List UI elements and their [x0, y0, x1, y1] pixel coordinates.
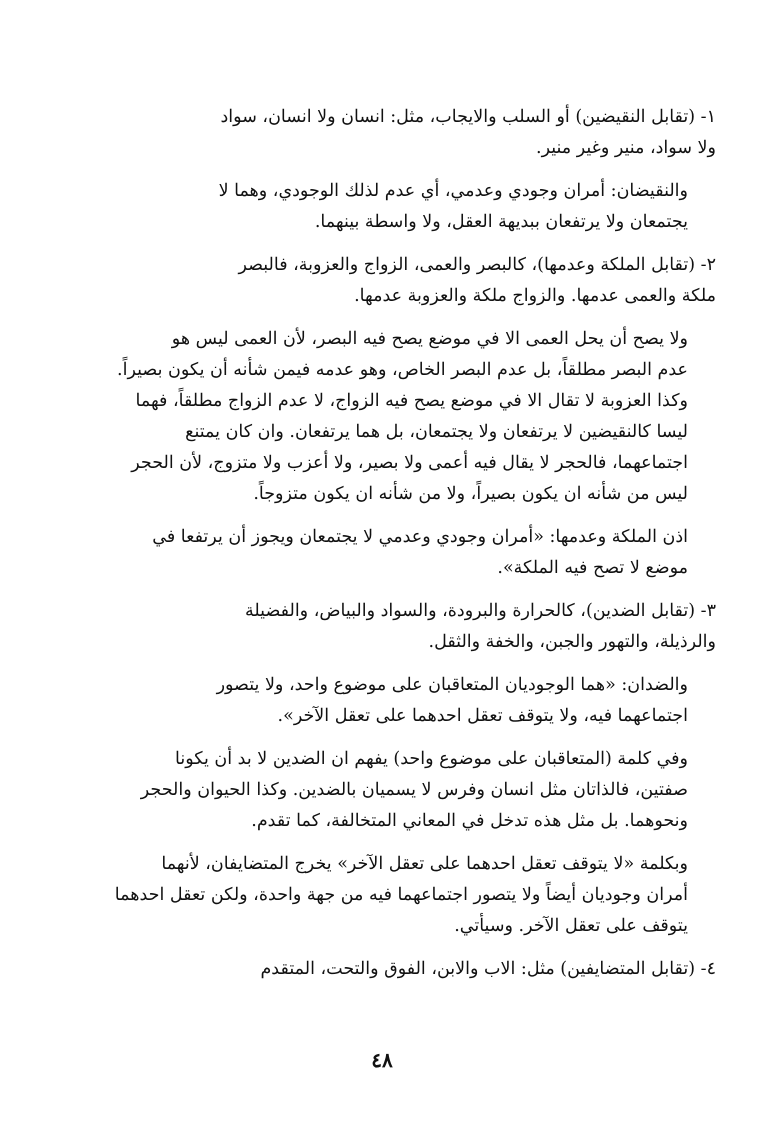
text-line: اذن الملكة وعدمها: «أمران وجودي وعدمي لا يجتمعان ويجوز أن يرتفعا في	[152, 527, 688, 547]
paragraph-habit-privation-explanation	[60, 324, 716, 510]
text-line: والنقيضان: أمران وجودي وعدمي، أي عدم لذلك الوجودي، وهما لا	[218, 181, 688, 201]
paragraph-habit-privation-definition	[60, 522, 716, 584]
body-text	[60, 102, 716, 997]
text-line: والضدان: «هما الوجوديان المتعاقبان على موضوع واحد، ولا يتصور	[216, 675, 688, 695]
text-line: ملكة والعمى عدمها. والزواج ملكة والعزوبة عدمها.	[354, 286, 716, 306]
text-line: اجتماعهما فيه، ولا يتوقف تعقل احدهما على تعقل الآخر».	[277, 706, 688, 726]
text-line: ٢- (تقابل الملكة وعدمها)، كالبصر والعمى، الزواج والعزوبة، فالبصر	[238, 255, 716, 275]
paragraph-contradictories	[60, 102, 716, 164]
text-line: ليسا كالنقيضين لا يرتفعان ولا يجتمعان، بل هما يرتفعان. وان كان يمتنع	[185, 422, 688, 442]
text-line: أمران وجوديان أيضاً ولا يتصور اجتماعهما فيه من جهة واحدة، ولكن تعقل احدهما	[114, 885, 688, 905]
text-line: اجتماعهما، فالحجر لا يقال فيه أعمى ولا بصير، ولا أعزب ولا متزوج، لأن الحجر	[131, 453, 688, 473]
paragraph-correlatives-exclusion	[60, 849, 716, 942]
text-line: والرذيلة، والتهور والجبن، والخفة والثقل.	[428, 632, 716, 652]
text-line: يتوقف على تعقل الآخر. وسيأتي.	[454, 916, 688, 936]
text-line: وبكلمة «لا يتوقف تعقل احدهما على تعقل الآخر» يخرج المتضايفان، لأنهما	[161, 854, 688, 874]
text-line: ليس من شأنه ان يكون بصيراً، ولا من شأنه ان يكون متزوجاً.	[253, 484, 688, 504]
text-line: موضع لا تصح فيه الملكة».	[497, 558, 688, 578]
paragraph-correlatives	[60, 954, 716, 985]
paragraph-habit-privation	[60, 250, 716, 312]
paragraph-contraries-definition	[60, 670, 716, 732]
text-line: عدم البصر مطلقاً، بل عدم البصر الخاص، وهو عدمه فيمن شأنه أن يكون بصيراً.	[117, 360, 688, 380]
text-line: صفتين، فالذاتان مثل انسان وفرس لا يسميان بالضدين. وكذا الحيوان والحجر	[140, 780, 688, 800]
page-number: ٤٨	[371, 1048, 393, 1072]
text-line: ولا سواد، منير وغير منير.	[536, 138, 716, 158]
text-line: ١- (تقابل النقيضين) أو السلب والايجاب، مثل: انسان ولا انسان، سواد	[220, 107, 716, 127]
text-line: ٣- (تقابل الضدين)، كالحرارة والبرودة، والسواد والبياض، والفضيلة	[245, 601, 716, 621]
paragraph-contradictories-definition	[60, 176, 716, 238]
text-line: وفي كلمة (المتعاقبان على موضوع واحد) يفهم ان الضدين لا بد أن يكونا	[175, 749, 688, 769]
paragraph-contraries-explanation	[60, 744, 716, 837]
text-line: ولا يصح أن يحل العمى الا في موضع يصح فيه البصر، لأن العمى ليس هو	[171, 329, 688, 349]
text-line: وكذا العزوبة لا تقال الا في موضع يصح فيه الزواج، لا عدم الزواج مطلقاً، فهما	[135, 391, 688, 411]
text-line: ٤- (تقابل المتضايفين) مثل: الاب والابن، الفوق والتحت، المتقدم	[260, 959, 716, 979]
text-line: يجتمعان ولا يرتفعان ببديهة العقل، ولا واسطة بينهما.	[314, 212, 688, 232]
text-line: ونحوهما. بل مثل هذه تدخل في المعاني المتخالفة، كما تقدم.	[251, 811, 688, 831]
paragraph-contraries	[60, 596, 716, 658]
